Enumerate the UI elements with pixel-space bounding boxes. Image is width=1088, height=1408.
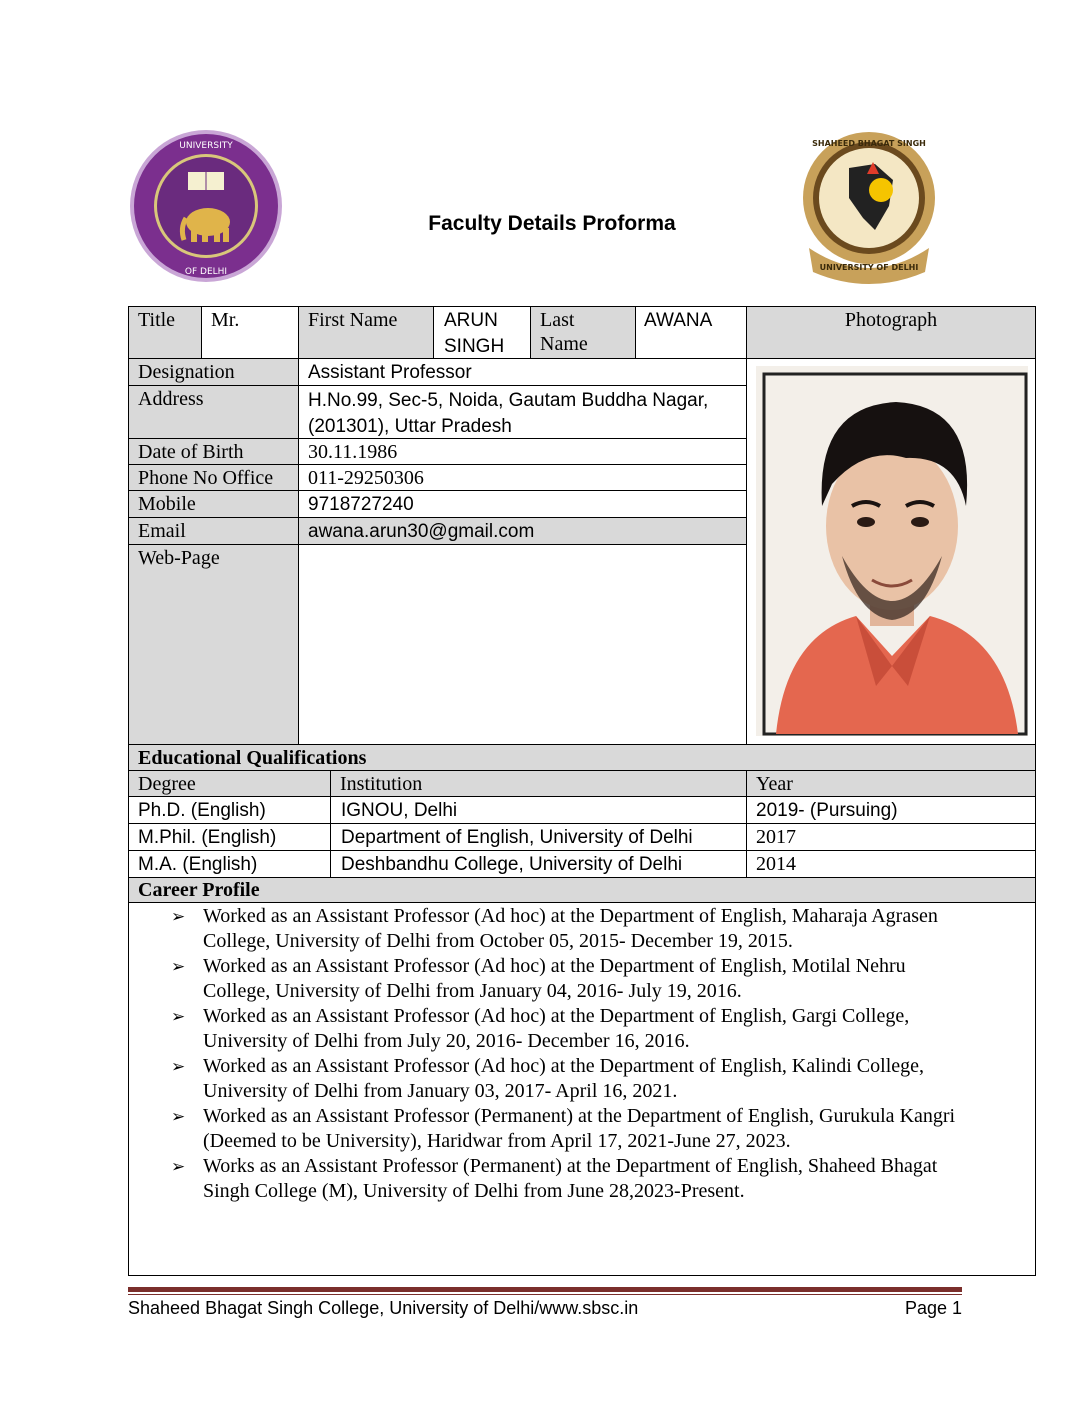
table-row-year [746, 850, 1036, 878]
faculty-photograph [756, 366, 1028, 736]
university-of-delhi-logo [128, 128, 284, 284]
first-name-value-cell [433, 306, 531, 359]
year-cell: 2017 [756, 826, 796, 848]
photograph-label: Photograph [844, 309, 938, 331]
year-cell: 2019- (Pursuing) [756, 800, 898, 821]
arrow-bullet-icon: ➢ [171, 957, 186, 976]
phone-office-value-cell [298, 464, 747, 491]
arrow-bullet-icon: ➢ [171, 1057, 186, 1076]
title-value-cell [201, 306, 299, 359]
institution-header-cell [330, 770, 747, 797]
table-row-year [746, 796, 1036, 824]
arrow-bullet-icon: ➢ [171, 907, 186, 926]
phone-office-label: Phone No Office [138, 467, 274, 489]
career-line2: College, University of Delhi from January 04, 2016- July 19, 2016. [203, 980, 742, 1002]
career-line2: University of Delhi from July 20, 2016- December 16, 2016. [203, 1030, 690, 1052]
first-name-line2: SINGH [444, 336, 505, 357]
designation-label: Designation [138, 361, 235, 383]
year-header-cell [746, 770, 1036, 797]
svg-text:UNIVERSITY OF DELHI: UNIVERSITY OF DELHI [819, 263, 919, 272]
degree-cell: M.A. (English) [138, 854, 258, 875]
table-row-degree [128, 823, 331, 851]
designation-value-cell [298, 358, 747, 386]
dob-label-cell [128, 438, 299, 465]
career-line1: Worked as an Assistant Professor (Ad hoc) at the Department of English, Motilal Nehru [203, 955, 906, 977]
title-label-cell [128, 306, 202, 359]
institution-header: Institution [340, 773, 423, 795]
shaheed-bhagat-singh-college-logo [797, 128, 941, 284]
dob-value-cell [298, 438, 747, 465]
address-value-cell [298, 385, 747, 439]
arrow-bullet-icon: ➢ [171, 1107, 186, 1126]
table-row-degree [128, 796, 331, 824]
first-name-label: First Name [308, 309, 398, 331]
year-header: Year [756, 773, 793, 795]
footer-rule-thin [128, 1294, 962, 1295]
table-row-year [746, 823, 1036, 851]
career-line1: Worked as an Assistant Professor (Ad hoc) at the Department of English, Maharaja Agrasen [203, 905, 938, 927]
institution-cell: Department of English, University of Delhi [341, 827, 693, 848]
degree-header: Degree [138, 773, 196, 795]
svg-text:OF DELHI: OF DELHI [184, 267, 228, 277]
career-line1: Worked as an Assistant Professor (Ad hoc) at the Department of English, Gargi College, [203, 1005, 910, 1027]
svg-text:UNIVERSITY: UNIVERSITY [179, 141, 233, 151]
last-name-value-cell [635, 306, 747, 359]
webpage-label-cell [128, 544, 299, 745]
table-row-degree [128, 850, 331, 878]
dob-value: 30.11.1986 [308, 441, 398, 463]
last-name-label-line1: Last [540, 309, 575, 331]
dob-label: Date of Birth [138, 441, 244, 463]
document-title: Faculty Details Proforma [428, 212, 676, 235]
email-label: Email [138, 520, 186, 542]
education-heading: Educational Qualifications [138, 747, 367, 769]
career-line1: Works as an Assistant Professor (Permanent) at the Department of English, Shaheed Bhagat [203, 1155, 938, 1177]
title-value: Mr. [211, 309, 240, 331]
svg-text:SHAHEED BHAGAT SINGH: SHAHEED BHAGAT SINGH [812, 139, 926, 148]
phone-office-label-cell [128, 464, 299, 491]
phone-office-value: 011-29250306 [308, 467, 424, 489]
degree-cell: M.Phil. (English) [138, 827, 277, 848]
footer-rule-thick [128, 1287, 962, 1292]
footer-page-number: Page 1 [905, 1298, 963, 1318]
last-name-label-cell [530, 306, 636, 359]
career-line2: Singh College (M), University of Delhi from June 28,2023-Present. [203, 1180, 745, 1202]
education-heading-cell [128, 744, 1036, 771]
table-row-institution [330, 823, 747, 851]
table-row-institution [330, 850, 747, 878]
first-name-label-cell [298, 306, 434, 359]
mobile-value: 9718727240 [308, 494, 414, 515]
designation-label-cell [128, 358, 299, 386]
address-label-cell [128, 385, 299, 439]
email-label-cell [128, 517, 299, 545]
year-cell: 2014 [756, 853, 796, 875]
email-value: awana.arun30@gmail.com [308, 521, 535, 542]
last-name-label-line2: Name [540, 333, 588, 355]
designation-value: Assistant Professor [308, 362, 472, 383]
address-line1: H.No.99, Sec-5, Noida, Gautam Buddha Nagar, [308, 390, 709, 411]
institution-cell: Deshbandhu College, University of Delhi [341, 854, 683, 875]
career-line2: College, University of Delhi from October 05, 2015- December 19, 2015. [203, 930, 793, 952]
first-name-line1: ARUN [444, 310, 498, 331]
table-row-institution [330, 796, 747, 824]
webpage-label: Web-Page [138, 547, 220, 569]
email-value-cell [298, 517, 747, 545]
career-line1: Worked as an Assistant Professor (Permanent) at the Department of English, Gurukula Kangri [203, 1105, 956, 1127]
address-line2: (201301), Uttar Pradesh [308, 416, 512, 437]
career-line2: University of Delhi from January 03, 2017- April 16, 2021. [203, 1080, 678, 1102]
mobile-label: Mobile [138, 493, 196, 515]
career-profile-list [128, 902, 1036, 1276]
last-name-value: AWANA [644, 310, 713, 331]
degree-header-cell [128, 770, 331, 797]
mobile-label-cell [128, 490, 299, 518]
address-label: Address [138, 388, 204, 410]
webpage-value-cell [298, 544, 747, 745]
career-heading-cell [128, 877, 1036, 903]
institution-cell: IGNOU, Delhi [341, 800, 458, 821]
footer-college-site: Shaheed Bhagat Singh College, University of Delhi/www.sbsc.in [128, 1298, 639, 1318]
degree-cell: Ph.D. (English) [138, 800, 266, 821]
title-label: Title [138, 309, 176, 331]
mobile-value-cell [298, 490, 747, 518]
photograph-label-cell [746, 306, 1036, 359]
career-line1: Worked as an Assistant Professor (Ad hoc) at the Department of English, Kalindi College, [203, 1055, 925, 1077]
arrow-bullet-icon: ➢ [171, 1157, 186, 1176]
career-line2: (Deemed to be University), Haridwar from April 17, 2021-June 27, 2023. [203, 1130, 791, 1152]
career-heading: Career Profile [138, 879, 260, 901]
arrow-bullet-icon: ➢ [171, 1007, 186, 1026]
